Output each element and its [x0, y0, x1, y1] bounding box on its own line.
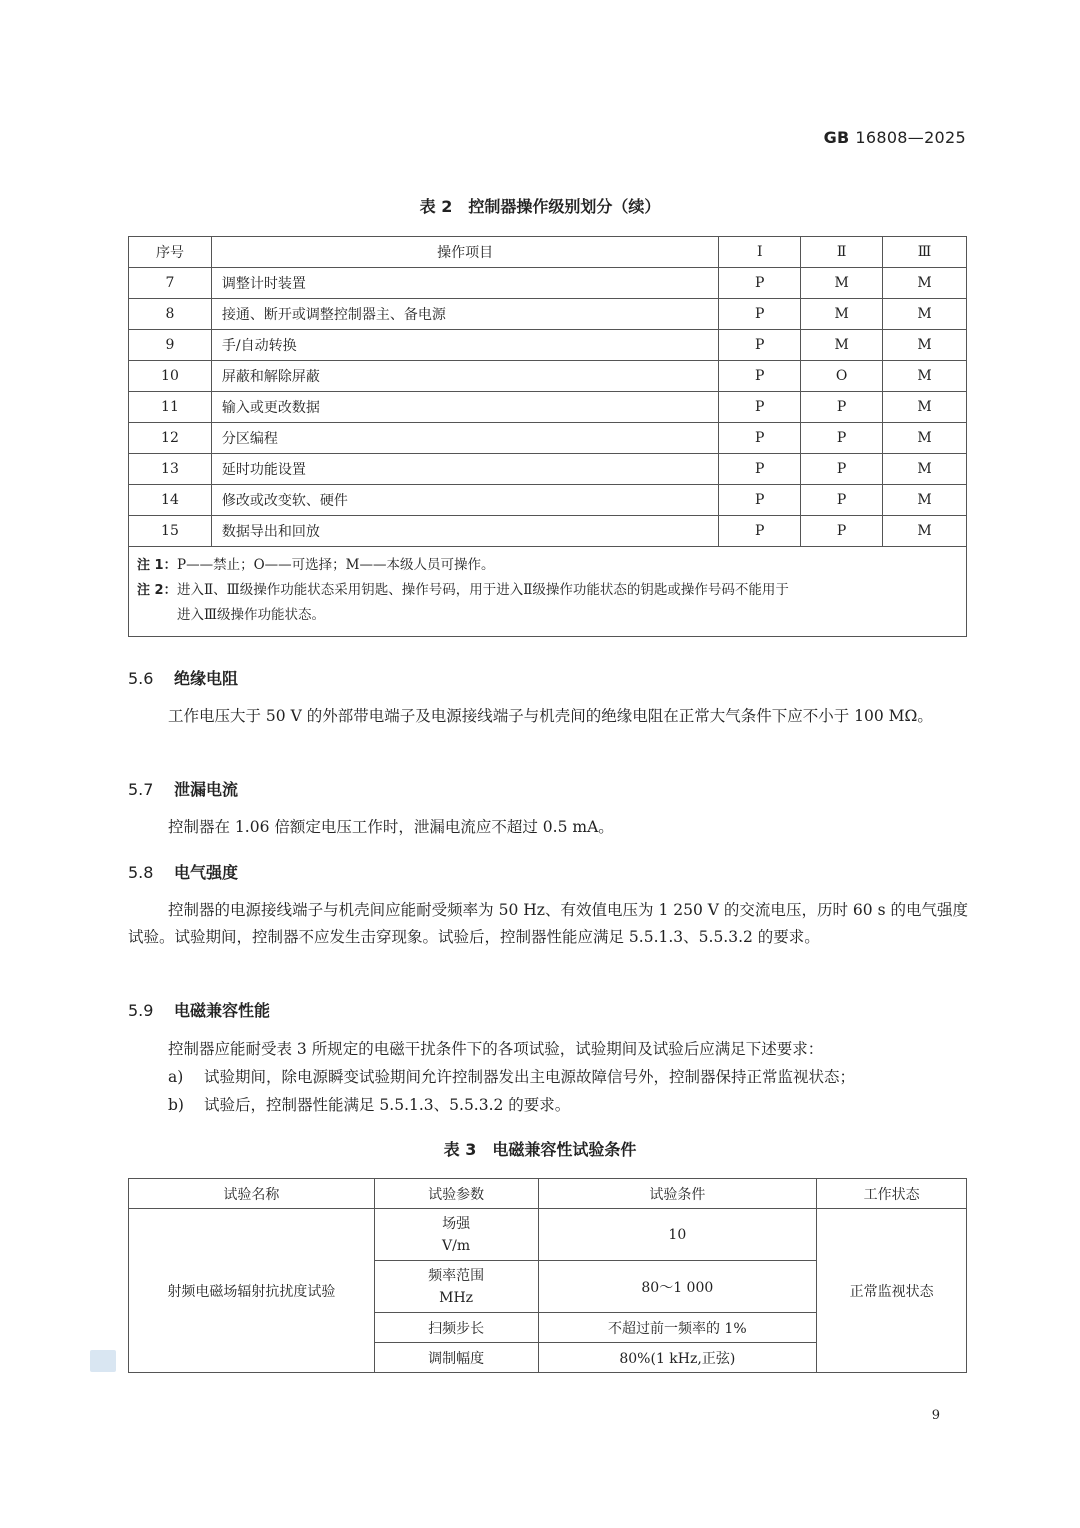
section-title: 泄漏电流 [174, 780, 239, 799]
section-title: 电磁兼容性能 [174, 1001, 271, 1020]
cell-level-3: M [883, 423, 967, 454]
cell-seq: 11 [129, 392, 212, 423]
table-row [129, 330, 967, 361]
section-5-6-heading [128, 666, 238, 689]
cell-seq: 8 [129, 299, 212, 330]
section-number: 5.9 [128, 1001, 154, 1020]
header-cell-level-3: Ⅲ [883, 237, 967, 268]
section-5-8-heading [128, 860, 238, 883]
table-row [129, 485, 967, 516]
header-cell-work-state: 工作状态 [817, 1179, 967, 1209]
table2-notes-row [129, 547, 967, 637]
cell-seq: 9 [129, 330, 212, 361]
cell-param: 调制幅度 [374, 1343, 538, 1373]
section-5-7-paragraph: 控制器在 1.06 倍额定电压工作时，泄漏电流应不超过 0.5 mA。 [168, 818, 614, 836]
cell-item: 接通、断开或调整控制器主、备电源 [211, 299, 718, 330]
cell-level-1: P [719, 392, 801, 423]
cell-test-name: 射频电磁场辐射抗扰度试验 [129, 1209, 375, 1373]
cell-condition: 不超过前一频率的 1% [538, 1313, 817, 1343]
note-2-continued [177, 603, 956, 628]
cell-param [374, 1261, 538, 1313]
table2-header-row [129, 237, 967, 268]
cell-level-3: M [883, 516, 967, 547]
standard-prefix: GB [823, 128, 850, 147]
section-5-9-heading [128, 998, 270, 1021]
cell-work-state: 正常监视状态 [817, 1209, 967, 1373]
section-number: 5.6 [128, 669, 154, 688]
param-name: 频率范围 [428, 1267, 485, 1284]
cell-level-2: M [801, 299, 883, 330]
watermark-icon [90, 1350, 116, 1372]
header-cell-level-2: Ⅱ [801, 237, 883, 268]
cell-level-1: P [719, 330, 801, 361]
cell-seq: 7 [129, 268, 212, 299]
table3 [128, 1178, 967, 1373]
standard-number: 16808—2025 [855, 128, 966, 147]
list-item-text: 试验后，控制器性能满足 5.5.1.3、5.5.3.2 的要求。 [204, 1096, 571, 1114]
cell-seq: 13 [129, 454, 212, 485]
cell-item: 屏蔽和解除屏蔽 [211, 361, 718, 392]
cell-condition: 80～1 000 [538, 1261, 817, 1313]
cell-level-1: P [719, 485, 801, 516]
cell-level-3: M [883, 361, 967, 392]
header-cell-test-param: 试验参数 [374, 1179, 538, 1209]
cell-level-1: P [719, 516, 801, 547]
cell-condition: 80%(1 kHz,正弦) [538, 1343, 817, 1373]
cell-level-1: P [719, 299, 801, 330]
cell-level-3: M [883, 268, 967, 299]
cell-item: 输入或更改数据 [211, 392, 718, 423]
note-1-label: 注 1： [137, 558, 177, 573]
note-1 [137, 553, 956, 578]
table2-caption: 表 2 控制器操作级别划分（续） [419, 197, 661, 216]
table-row [129, 1209, 967, 1261]
section-5-8-paragraph: 控制器的电源接线端子与机壳间应能耐受频率为 50 Hz、有效值电压为 1 250 V 的交流电压，历时 60 s 的电气强度试验。试验期间，控制器不应发生击穿现象。试验后，控制器性能应满足 5.5.1.3、5.5.3.2 的要求。 [128, 901, 968, 946]
cell-level-3: M [883, 485, 967, 516]
note-1-text: P——禁止；O——可选择；M——本级人员可操作。 [177, 557, 495, 573]
param-unit: V/m [442, 1237, 471, 1254]
standard-code [824, 128, 966, 147]
page-number: 9 [931, 1408, 940, 1423]
note-2 [137, 578, 956, 603]
cell-level-1: P [719, 268, 801, 299]
list-item-text: 试验期间，除电源瞬变试验期间允许控制器发出主电源故障信号外，控制器保持正常监视状态； [204, 1068, 856, 1086]
table-row [129, 516, 967, 547]
cell-seq: 15 [129, 516, 212, 547]
cell-item: 数据导出和回放 [211, 516, 718, 547]
table2-notes [129, 547, 967, 637]
cell-seq: 14 [129, 485, 212, 516]
cell-level-2: P [801, 392, 883, 423]
note-2-text-line2: 进入Ⅲ级操作功能状态。 [177, 607, 326, 623]
cell-level-2: P [801, 423, 883, 454]
cell-item: 延时功能设置 [211, 454, 718, 485]
header-cell-test-name: 试验名称 [129, 1179, 375, 1209]
table-row [129, 423, 967, 454]
cell-param: 扫频步长 [374, 1313, 538, 1343]
table-row [129, 454, 967, 485]
table2 [128, 236, 967, 637]
cell-level-3: M [883, 299, 967, 330]
note-2-label: 注 2： [137, 583, 177, 598]
table3-caption: 表 3 电磁兼容性试验条件 [443, 1140, 637, 1159]
cell-item: 修改或改变软、硬件 [211, 485, 718, 516]
note-2-text-line1: 进入Ⅱ、Ⅲ级操作功能状态采用钥匙、操作号码，用于进入Ⅱ级操作功能状态的钥匙或操作号码不能用于 [177, 582, 789, 598]
section-title: 绝缘电阻 [174, 669, 239, 688]
table-row [129, 268, 967, 299]
param-name: 场强 [442, 1215, 471, 1232]
cell-level-2: M [801, 330, 883, 361]
section-number: 5.8 [128, 863, 154, 882]
list-item-label: b) [168, 1096, 184, 1114]
header-cell-item: 操作项目 [211, 237, 718, 268]
table-row [129, 299, 967, 330]
cell-level-1: P [719, 454, 801, 485]
section-number: 5.7 [128, 780, 154, 799]
section-5-9-paragraph: 控制器应能耐受表 3 所规定的电磁干扰条件下的各项试验，试验期间及试验后应满足下述要求： [168, 1040, 824, 1058]
cell-level-2: P [801, 485, 883, 516]
cell-level-3: M [883, 330, 967, 361]
list-item-a [168, 1064, 855, 1091]
cell-item: 调整计时装置 [211, 268, 718, 299]
cell-condition: 10 [538, 1209, 817, 1261]
cell-seq: 10 [129, 361, 212, 392]
cell-seq: 12 [129, 423, 212, 454]
table3-header-row [129, 1179, 967, 1209]
param-unit: MHz [439, 1289, 474, 1306]
cell-level-2: P [801, 516, 883, 547]
header-cell-level-1: Ⅰ [719, 237, 801, 268]
cell-level-3: M [883, 392, 967, 423]
cell-level-1: P [719, 361, 801, 392]
table-row [129, 361, 967, 392]
cell-level-2: M [801, 268, 883, 299]
cell-item: 分区编程 [211, 423, 718, 454]
section-title: 电气强度 [174, 863, 239, 882]
list-item-label: a) [168, 1068, 184, 1086]
table-row [129, 392, 967, 423]
section-5-6-paragraph: 工作电压大于 50 V 的外部带电端子及电源接线端子与机壳间的绝缘电阻在正常大气条件下应不小于 100 MΩ。 [168, 707, 933, 725]
cell-level-1: P [719, 423, 801, 454]
header-cell-test-condition: 试验条件 [538, 1179, 817, 1209]
cell-level-2: P [801, 454, 883, 485]
cell-level-3: M [883, 454, 967, 485]
cell-item: 手/自动转换 [211, 330, 718, 361]
section-5-7-heading [128, 777, 238, 800]
list-item-b [168, 1092, 570, 1119]
cell-level-2: O [801, 361, 883, 392]
cell-param [374, 1209, 538, 1261]
header-cell-seq: 序号 [129, 237, 212, 268]
